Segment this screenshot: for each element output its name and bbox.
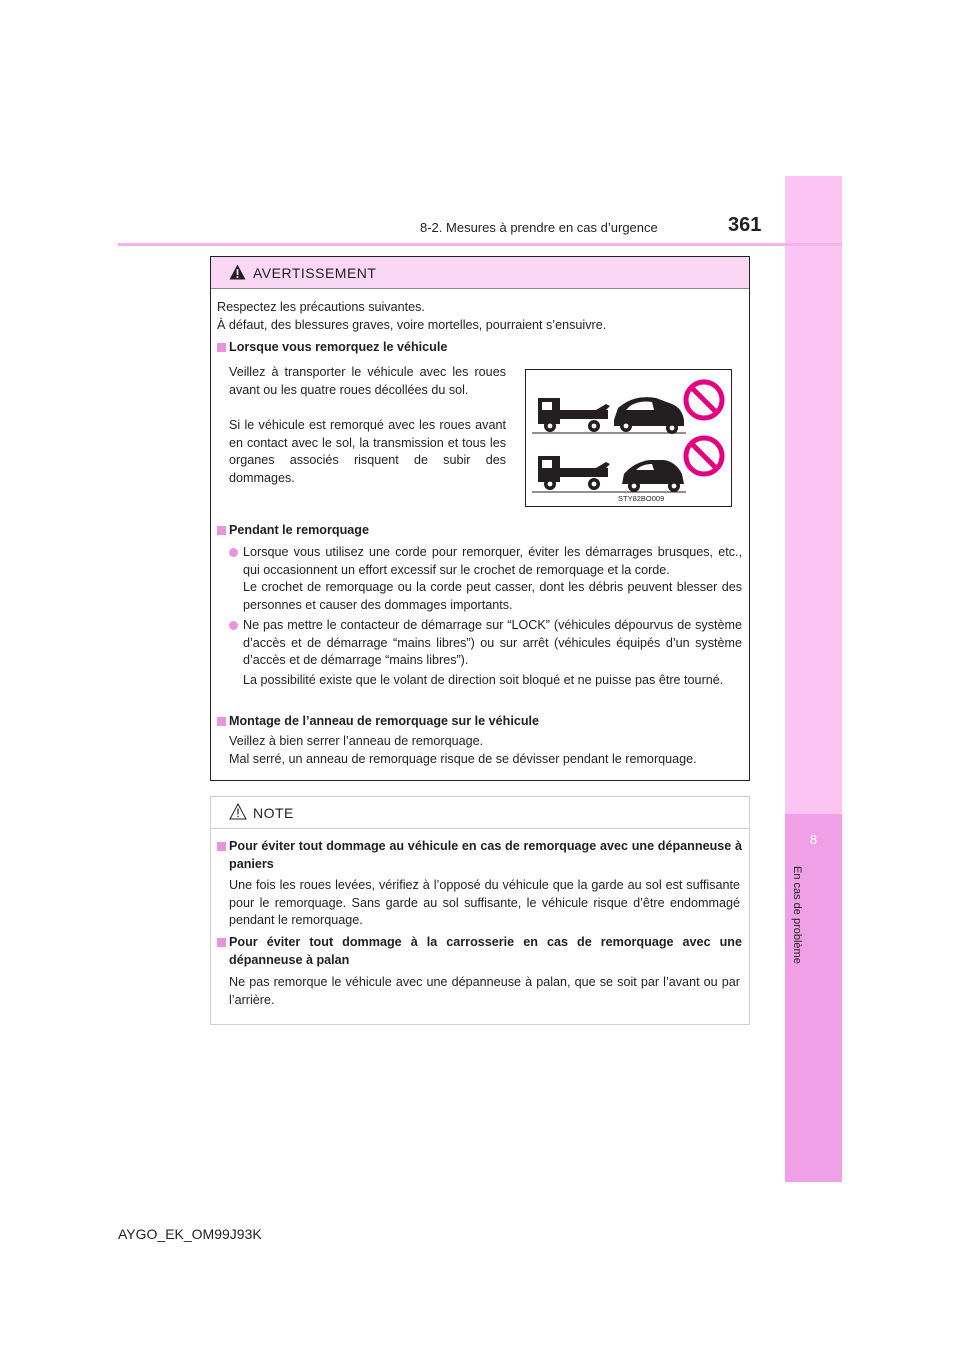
towing-illustration [525, 369, 732, 507]
warning-box [210, 256, 750, 781]
prohibited-icon [686, 438, 722, 474]
warning-section1-heading: Lorsque vous remorquez le véhicule [229, 340, 448, 354]
warning-intro-line2: À défaut, des blessures graves, voire mortelles, pourraient s’ensuivre. [217, 318, 607, 332]
tow-truck-icon [538, 456, 610, 490]
warning-intro-line1: Respectez les précautions suivantes. [217, 300, 425, 314]
warning-section2-bullet1b: Le crochet de remorquage ou la corde peut casser, dont les débris peuvent blesser des personnes et causer des dommages importants. [243, 580, 742, 612]
page-number: 361 [728, 214, 762, 236]
warning-section2-bullet2b: La possibilité existe que le volant de direction soit bloqué et ne puisse pas être tourné. [243, 673, 724, 687]
section-bullet-square [217, 526, 226, 535]
warning-triangle-icon [229, 264, 246, 280]
section-bullet-square [217, 717, 226, 726]
chapter-label: En cas de problème [791, 866, 803, 964]
figure-code: STY82BO009 [618, 494, 665, 503]
towed-car-icon [622, 460, 684, 492]
warning-section3-line2: Mal serré, un anneau de remorquage risque de se dévisser pendant le remorquage. [229, 752, 697, 766]
warning-section1-text: Veillez à transporter le véhicule avec les roues avant ou les quatre roues décollées du sol. [229, 365, 506, 397]
section-title: 8-2. Mesures à prendre en cas d’urgence [420, 220, 658, 235]
note-header [211, 797, 749, 829]
note-section2-heading: Pour éviter tout dommage à la carrosserie en cas de remorquage avec une dépanneuse à palan [229, 935, 742, 967]
prohibited-icon [686, 382, 722, 418]
warning-section2-bullet2: Ne pas mettre le contacteur de démarrage sur “LOCK” (véhicules dépourvus de système d’accès et de démarrage “mains libres”) ou sur arrêt (véhicules équipés d’un système d’accès et de démarrage “mains libres”). [243, 618, 742, 667]
note-section1-text: Une fois les roues levées, vérifiez à l’opposé du véhicule que la garde au sol est suffisante pour le remorquage. Sans garde au sol suffisante, le véhicule risque d’être endommagé pendant le remorquage. [229, 878, 740, 927]
warning-section2-heading: Pendant le remorquage [229, 523, 369, 537]
section-bullet-square [217, 938, 226, 947]
tow-truck-icon [538, 398, 610, 432]
note-section2-text: Ne pas remorque le véhicule avec une dépanneuse à palan, que se soit par l’avant ou par l’arrière. [229, 975, 740, 1007]
warning-title: AVERTISSEMENT [253, 265, 377, 281]
section-bullet-square [217, 343, 226, 352]
warning-header [211, 257, 749, 289]
document-code: AYGO_EK_OM99J93K [118, 1226, 262, 1242]
bullet-dot [229, 548, 238, 557]
warning-section2-bullet1: Lorsque vous utilisez une corde pour remorquer, éviter les démarrages brusques, etc., qui occasionnent un effort excessif sur le crochet de remorquage et la corde. [243, 545, 742, 577]
header-divider [118, 243, 842, 246]
chapter-number: 8 [809, 832, 818, 847]
warning-section3-heading: Montage de l’anneau de remorquage sur le véhicule [229, 714, 540, 728]
note-title: NOTE [253, 805, 294, 821]
warning-section1-text2: Si le véhicule est remorqué avec les roues avant en contact avec le sol, la transmission et tous les organes associés risquent de subir des dommages. [229, 418, 506, 485]
note-section1-heading: Pour éviter tout dommage au véhicule en cas de remorquage avec une dépanneuse à paniers [229, 839, 742, 871]
towing-prohibited-diagram [526, 370, 731, 506]
towed-car-icon [614, 397, 684, 434]
section-bullet-square [217, 842, 226, 851]
warning-section3-line1: Veillez à bien serrer l’anneau de remorquage. [229, 734, 484, 748]
bullet-dot [229, 621, 238, 630]
caution-triangle-icon [229, 803, 247, 820]
